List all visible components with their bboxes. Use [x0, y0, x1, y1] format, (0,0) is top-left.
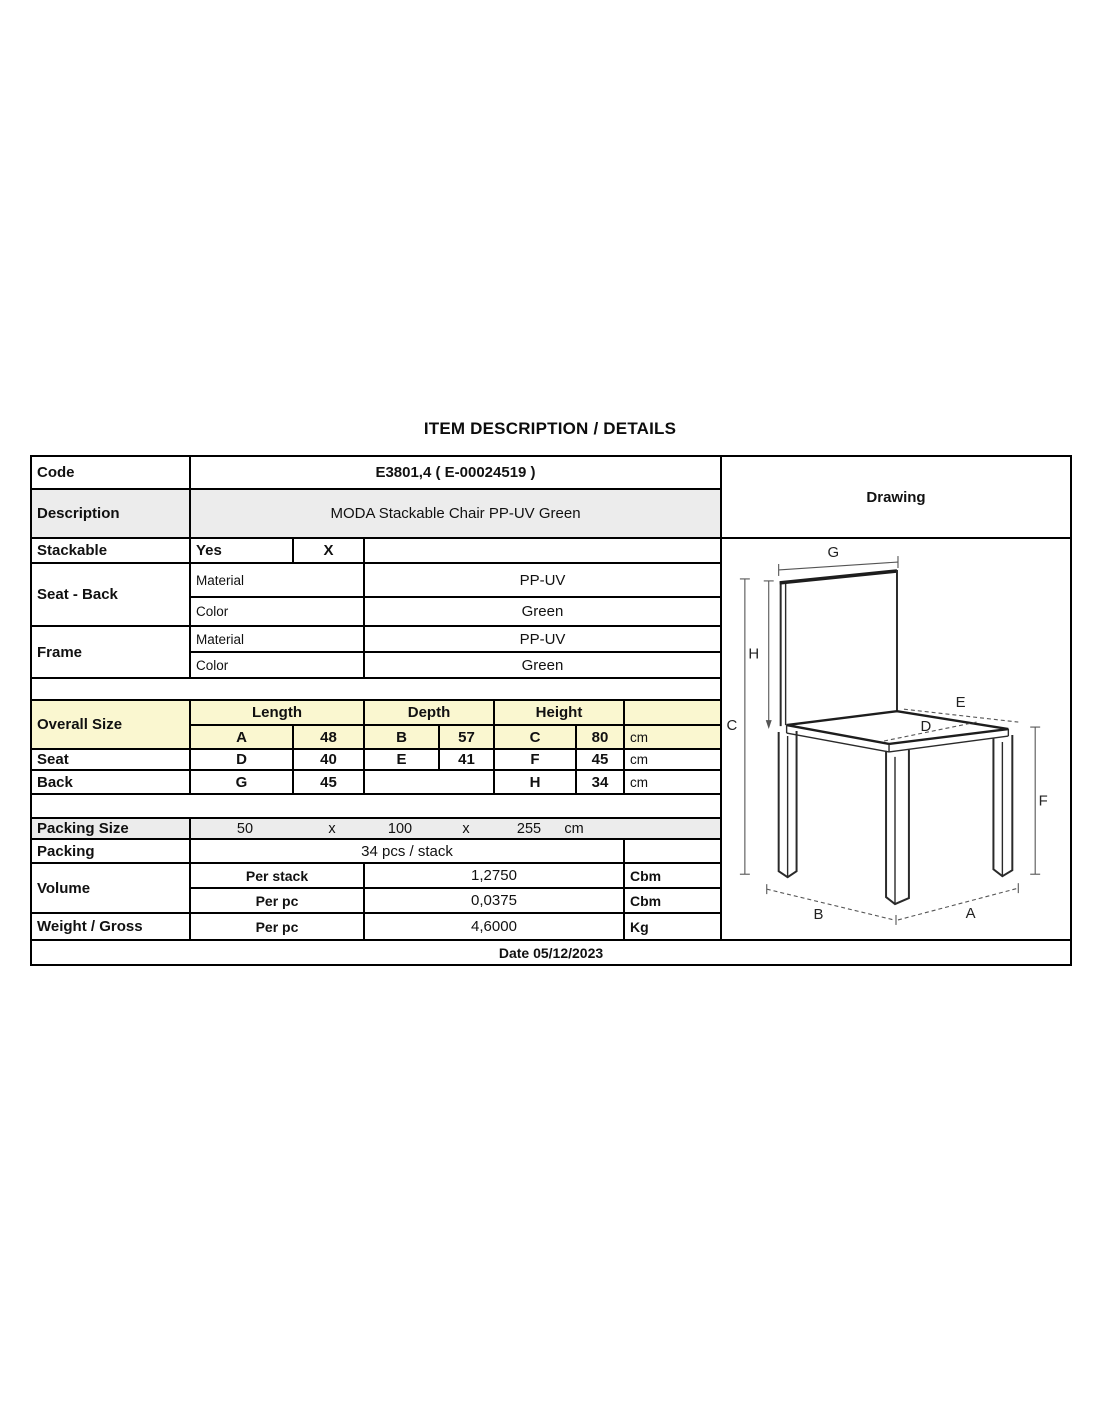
- code-value: E3801,4 ( E-00024519 ): [189, 455, 722, 490]
- packing-unit-empty: [623, 838, 722, 864]
- seat-back-material-value: PP-UV: [363, 562, 722, 598]
- seat-back-color-label: Color: [189, 596, 365, 627]
- overall-c-value: 80: [575, 724, 625, 750]
- back-h-key: H: [493, 769, 577, 795]
- stackable-value: Yes: [189, 537, 294, 564]
- stackable-label: Stackable: [30, 537, 191, 564]
- back-label: Back: [30, 769, 191, 795]
- packing-size-x1: x: [328, 820, 336, 837]
- drawing-header: Drawing: [720, 455, 1072, 539]
- dim-label-e: E: [955, 695, 966, 712]
- seat-e-key: E: [363, 748, 440, 771]
- spacer-row-2: [30, 793, 722, 819]
- dim-label-a: A: [965, 905, 976, 922]
- packing-size-height: 255: [516, 820, 542, 837]
- back-g-key: G: [189, 769, 294, 795]
- length-header: Length: [189, 699, 365, 726]
- seat-d-key: D: [189, 748, 294, 771]
- weight-value: 4,6000: [363, 912, 625, 941]
- stackable-empty-cell: [363, 537, 722, 564]
- packing-size-x2: x: [462, 820, 470, 837]
- seat-back-material-label: Material: [189, 562, 365, 598]
- volume-per-stack-value: 1,2750: [363, 862, 625, 889]
- frame-color-label: Color: [189, 651, 365, 679]
- seat-f-value: 45: [575, 748, 625, 771]
- date-row: Date 05/12/2023: [30, 939, 1072, 966]
- description-value: MODA Stackable Chair PP-UV Green: [189, 488, 722, 539]
- chair-drawing: [722, 540, 1068, 938]
- drawing-panel: [720, 537, 1072, 941]
- weight-gross-label: Weight / Gross: [30, 912, 191, 941]
- frame-color-value: Green: [363, 651, 722, 679]
- dim-label-d: D: [920, 719, 932, 736]
- back-unit: cm: [623, 769, 722, 795]
- overall-a-value: 48: [292, 724, 365, 750]
- seat-d-value: 40: [292, 748, 365, 771]
- dim-label-b: B: [813, 906, 824, 923]
- packing-size-value: [189, 817, 722, 840]
- seat-f-key: F: [493, 748, 577, 771]
- stackable-mark: X: [292, 537, 365, 564]
- page-title: ITEM DESCRIPTION / DETAILS: [423, 419, 677, 438]
- code-label: Code: [30, 455, 191, 490]
- overall-unit: cm: [623, 724, 722, 750]
- dim-label-g: G: [827, 545, 840, 562]
- unit-header-empty: [623, 699, 722, 726]
- weight-unit: Kg: [623, 912, 722, 941]
- description-label: Description: [30, 488, 191, 539]
- volume-per-pc-value: 0,0375: [363, 887, 625, 914]
- packing-value: 34 pcs / stack: [189, 838, 625, 864]
- volume-per-pc-unit: Cbm: [623, 887, 722, 914]
- packing-size-length: 50: [236, 820, 254, 837]
- overall-b-key: B: [363, 724, 440, 750]
- back-h-value: 34: [575, 769, 625, 795]
- spacer-row-1: [30, 677, 722, 701]
- height-header: Height: [493, 699, 625, 726]
- packing-size-unit: cm: [564, 820, 584, 837]
- volume-per-stack-unit: Cbm: [623, 862, 722, 889]
- overall-b-value: 57: [438, 724, 495, 750]
- volume-per-pc-label: Per pc: [189, 887, 365, 914]
- seat-e-value: 41: [438, 748, 495, 771]
- packing-size-label: Packing Size: [30, 817, 191, 840]
- overall-a-key: A: [189, 724, 294, 750]
- volume-label: Volume: [30, 862, 191, 914]
- dim-label-f: F: [1038, 793, 1048, 810]
- seat-back-label: Seat - Back: [30, 562, 191, 627]
- packing-label: Packing: [30, 838, 191, 864]
- dim-label-h: H: [748, 646, 760, 663]
- seat-label: Seat: [30, 748, 191, 771]
- seat-back-color-value: Green: [363, 596, 722, 627]
- overall-c-key: C: [493, 724, 577, 750]
- frame-material-value: PP-UV: [363, 625, 722, 653]
- frame-label: Frame: [30, 625, 191, 679]
- frame-material-label: Material: [189, 625, 365, 653]
- seat-unit: cm: [623, 748, 722, 771]
- back-g-value: 45: [292, 769, 365, 795]
- back-depth-empty: [363, 769, 495, 795]
- dim-label-c: C: [726, 718, 738, 735]
- overall-size-label: Overall Size: [30, 699, 191, 750]
- volume-per-stack-label: Per stack: [189, 862, 365, 889]
- depth-header: Depth: [363, 699, 495, 726]
- packing-size-width: 100: [387, 820, 413, 837]
- weight-per-pc-label: Per pc: [189, 912, 365, 941]
